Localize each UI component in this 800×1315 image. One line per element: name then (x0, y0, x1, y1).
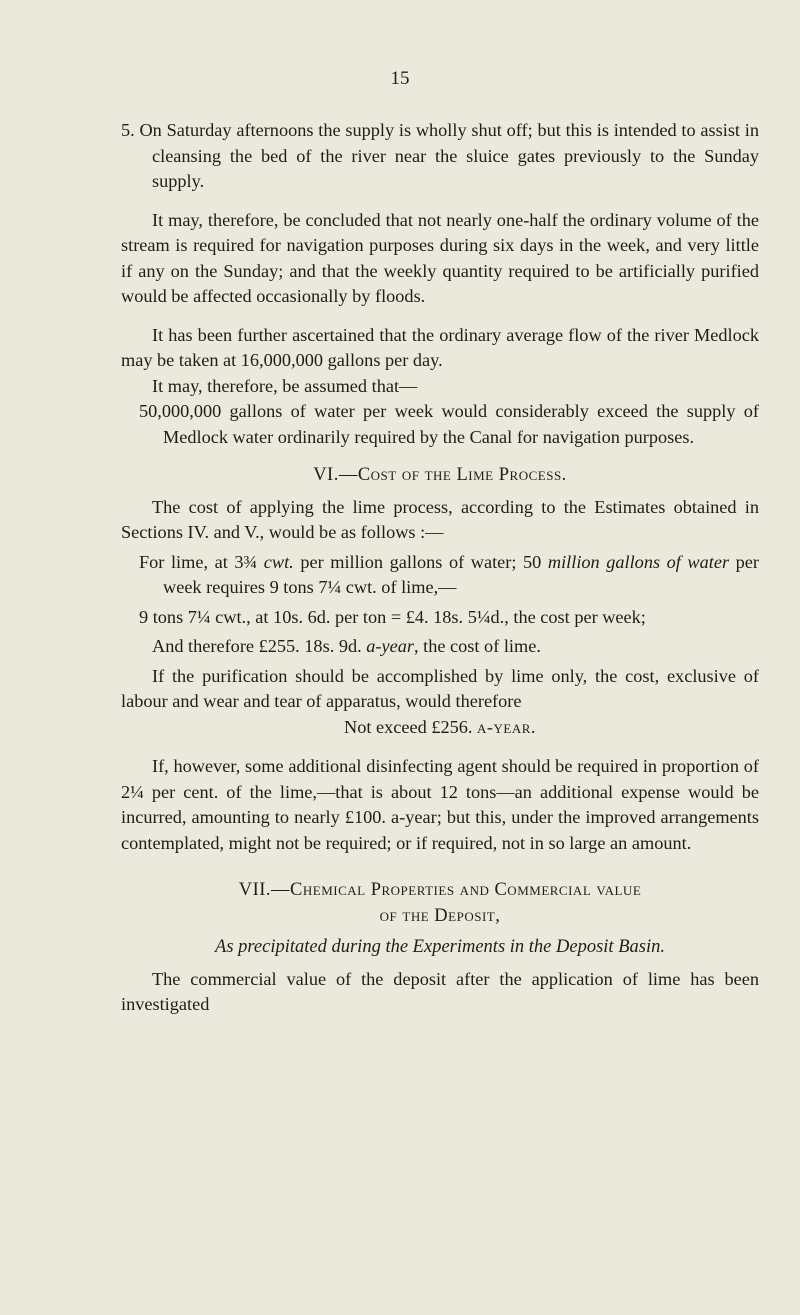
paragraph-lime-only: If the purification should be accomplished by lime only, the cost, exclusive of labour and wear and tear of apparatus, would therefore (121, 665, 759, 711)
paragraph-weekly-gallons: 50,000,000 gallons of water per week would considerably exceed the supply of Medlock water ordinarily required by the Canal for navigation purposes. (139, 401, 759, 447)
paragraph-lime-quantity: For lime, at 3¾ cwt. per million gallons of water; 50 million gallons of water per week requires 9 tons 7¼ cwt. of lime,— (139, 551, 759, 597)
paragraph-cost-estimates: The cost of applying the lime process, according to the Estimates obtained in Sections IV. and V., would be as follows :— (121, 496, 759, 542)
page-number: 15 (390, 68, 410, 89)
section-heading-chemical-line2: of the Deposit, (379, 905, 501, 926)
paragraph-commercial-value: The commercial value of the deposit after the application of lime has been investigated (121, 968, 759, 1014)
paragraph-assumption: It may, therefore, be assumed that— (152, 375, 418, 396)
section-subheading: As precipitated during the Experiments in the Deposit Basin. (215, 937, 665, 957)
section-heading-cost: VI.—Cost of the Lime Process. (313, 465, 567, 485)
paragraph-not-exceed: Not exceed £256. a-year. (344, 716, 536, 737)
paragraph-medlock-flow: It has been further ascertained that the ordinary average flow of the river Medlock may be taken at 16,000,000 gallons per day. (121, 324, 759, 370)
paragraph-annual-cost: And therefore £255. 18s. 9d. a-year, the cost of lime. (152, 636, 541, 656)
paragraph-weekly-cost: 9 tons 7¼ cwt., at 10s. 6d. per ton = £4. 18s. 5¼d., the cost per week; (139, 606, 646, 627)
paragraph-navigation-volume: It may, therefore, be concluded that not nearly one-half the ordinary volume of the stream is required for navigation purposes during six days in the week, and very little if any on the Sunday; and that the weekly quantity required to be artificially purified would be affected occasionally by floods. (121, 209, 759, 306)
page-body (121, 118, 759, 1018)
paragraph-saturday-supply: 5. On Saturday afternoons the supply is wholly shut off; but this is intended to assist in cleansing the bed of the river near the sluice gates previously to the Sunday supply. (121, 120, 759, 191)
paragraph-disinfecting-agent: If, however, some additional disinfecting agent should be required in proportion of 2¼ per cent. of the lime,—that is about 12 tons—an additional expense would be incurred, amounting to nearly £100. a-year; but this, under the improved arrangements contemplated, might not be required; or if required, not in so large an amount. (121, 756, 759, 853)
section-heading-chemical: VII.—Chemical Properties and Commercial value (238, 880, 642, 900)
